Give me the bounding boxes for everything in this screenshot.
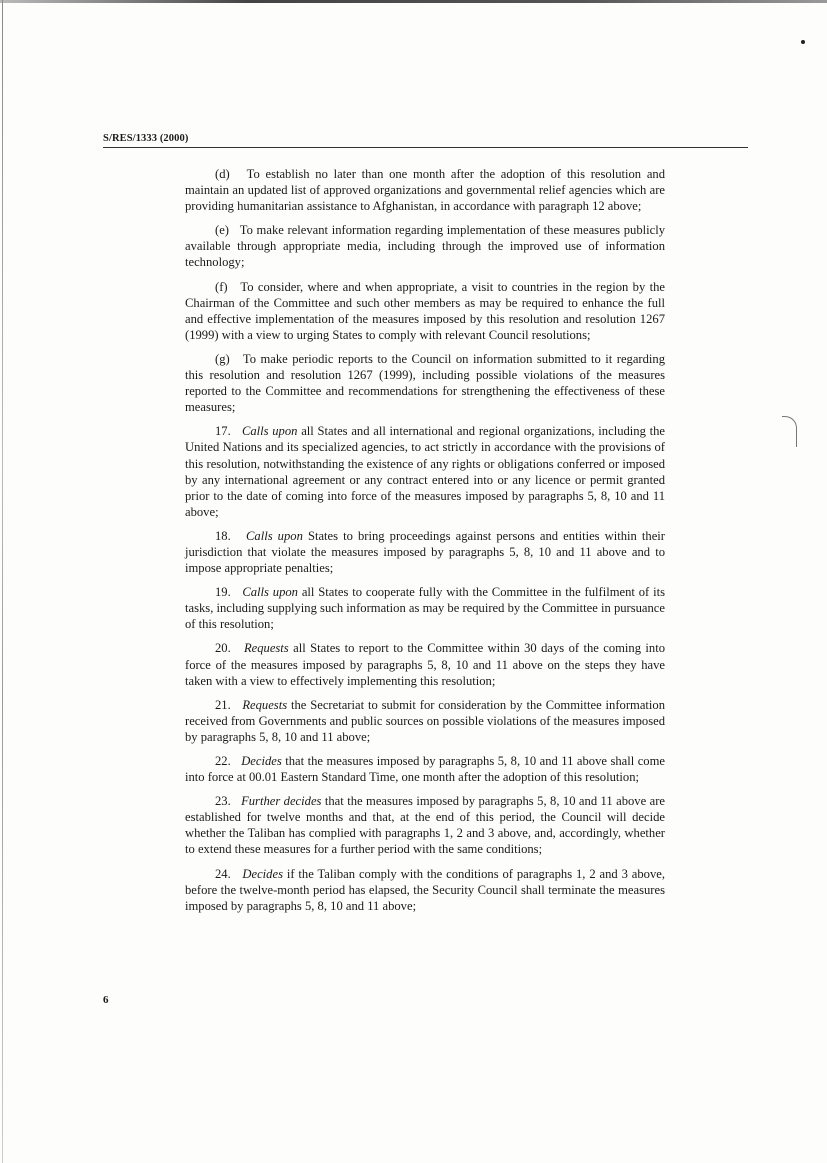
paragraph-lead: Requests: [243, 641, 289, 656]
paragraph-label: 22.: [215, 754, 231, 768]
paragraph-label: (f): [215, 279, 228, 294]
document-symbol: S/RES/1333 (2000): [103, 133, 189, 144]
paragraph-label: 20.: [215, 641, 231, 656]
paragraph-lead: Calls upon: [246, 528, 303, 543]
paragraph-label: 18.: [215, 528, 231, 543]
paragraph-d: [185, 166, 665, 214]
paragraph-24: [185, 866, 665, 914]
paragraph-text: the Secretariat to submit for consideration by the Committee information received from Governments and public sources on possible violations of the measures imposed by paragraphs 5, 8, 10 and 11 above;: [185, 697, 665, 744]
paragraph-lead: Decides: [241, 754, 282, 768]
paragraph-label: 19.: [215, 585, 231, 600]
paragraph-label: 17.: [215, 424, 231, 439]
paragraph-label: 24.: [215, 866, 231, 881]
paragraph-label: (d): [215, 167, 230, 181]
paragraph-text: To consider, where and when appropriate, a visit to countries in the region by the Chairman of the Committee and such other members as may be required to enhance the full and effective implementation of the measures imposed by this resolution and resolution 1267 (1999) with a view to urging States to comply with relevant Council resolutions;: [185, 279, 666, 342]
paragraph-20: [185, 640, 665, 688]
scan-edge-top: [0, 0, 827, 3]
paragraph-f: [185, 279, 665, 343]
paragraph-text: that the measures imposed by paragraphs 5, 8, 10 and 11 above shall come into force at 00.01 Eastern Standard Time, one month after the adoption of this resolution;: [185, 754, 665, 785]
paragraph-label: (g): [215, 351, 230, 366]
paragraph-g: [185, 351, 665, 415]
paragraph-label: 21.: [215, 697, 231, 712]
paragraph-lead: Requests: [242, 697, 288, 712]
paragraph-text: all States to report to the Committee within 30 days of the coming into force of the measures imposed by paragraphs 5, 8, 10 and 11 above on the steps they have taken with a view to effectively implementing this resolution;: [185, 641, 666, 688]
paragraph-text: all States and all international and regional organizations, including the United Nations and its specialized agencies, to act strictly in accordance with the provisions of this resolution, notwithstanding the existence of any rights or obligations conferred or imposed by any international agreement or any contract entered into or any licence or permit granted prior to the date of coming into force of the measures imposed by paragraphs 5, 8, 10 and 11 above;: [185, 424, 665, 519]
page-number: 6: [103, 994, 109, 1006]
paragraph-18: [185, 528, 665, 576]
paragraph-text: To make relevant information regarding implementation of these measures publicly available through appropriate media, including through the improved use of information technology;: [185, 223, 666, 270]
paragraph-label: (e): [215, 223, 229, 238]
resolution-body: [185, 166, 665, 922]
paragraph-text: To establish no later than one month after the adoption of this resolution and maintain an updated list of approved organizations and governmental relief agencies which are providing humanitarian assistance to Afghanistan, in accordance with paragraph 12 above;: [185, 167, 666, 214]
paragraph-label: 23.: [215, 794, 231, 809]
paragraph-e: [185, 222, 665, 270]
paragraph-text: States to bring proceedings against persons and entities within their jurisdiction that violate the measures imposed by paragraphs 5, 8, 10 and 11 above and to impose appropriate penalties;: [185, 528, 665, 576]
scan-edge-left: [2, 0, 3, 1163]
paragraph-text: if the Taliban comply with the conditions of paragraphs 1, 2 and 3 above, before the twelve-month period has elapsed, the Security Council shall terminate the measures imposed by paragraphs 5, 8, 10 and 11 above;: [185, 866, 665, 913]
paragraph-text: all States to cooperate fully with the Committee in the fulfilment of its tasks, including supplying such information as may be required by the Committee in pursuance of this resolution;: [185, 585, 665, 632]
paragraph-22: [185, 753, 665, 785]
paragraph-23: [185, 793, 665, 857]
paragraph-lead: Decides: [242, 866, 283, 881]
paragraph-lead: Calls upon: [242, 585, 298, 600]
paragraph-lead: Further decides: [241, 794, 322, 809]
header-rule: [103, 147, 748, 148]
paragraph-text: that the measures imposed by paragraphs 5, 8, 10 and 11 above are established for twelve months and that, at the end of this period, the Council will decide whether the Taliban has complied with paragraphs 1, 2 and 3 above, and, accordingly, whether to extend these measures for a further period with the same conditions;: [185, 794, 665, 857]
scan-speck: [801, 40, 805, 44]
paragraph-17: [185, 423, 665, 520]
binder-hole-mark: [782, 416, 797, 447]
paragraph-text: To make periodic reports to the Council on information submitted to it regarding this resolution and resolution 1267 (1999), including possible violations of the measures reported to the Committee and recommendations for strengthening the effectiveness of these measures;: [185, 351, 666, 415]
paragraph-21: [185, 697, 665, 745]
paragraph-19: [185, 584, 665, 632]
paragraph-lead: Calls upon: [241, 424, 298, 439]
